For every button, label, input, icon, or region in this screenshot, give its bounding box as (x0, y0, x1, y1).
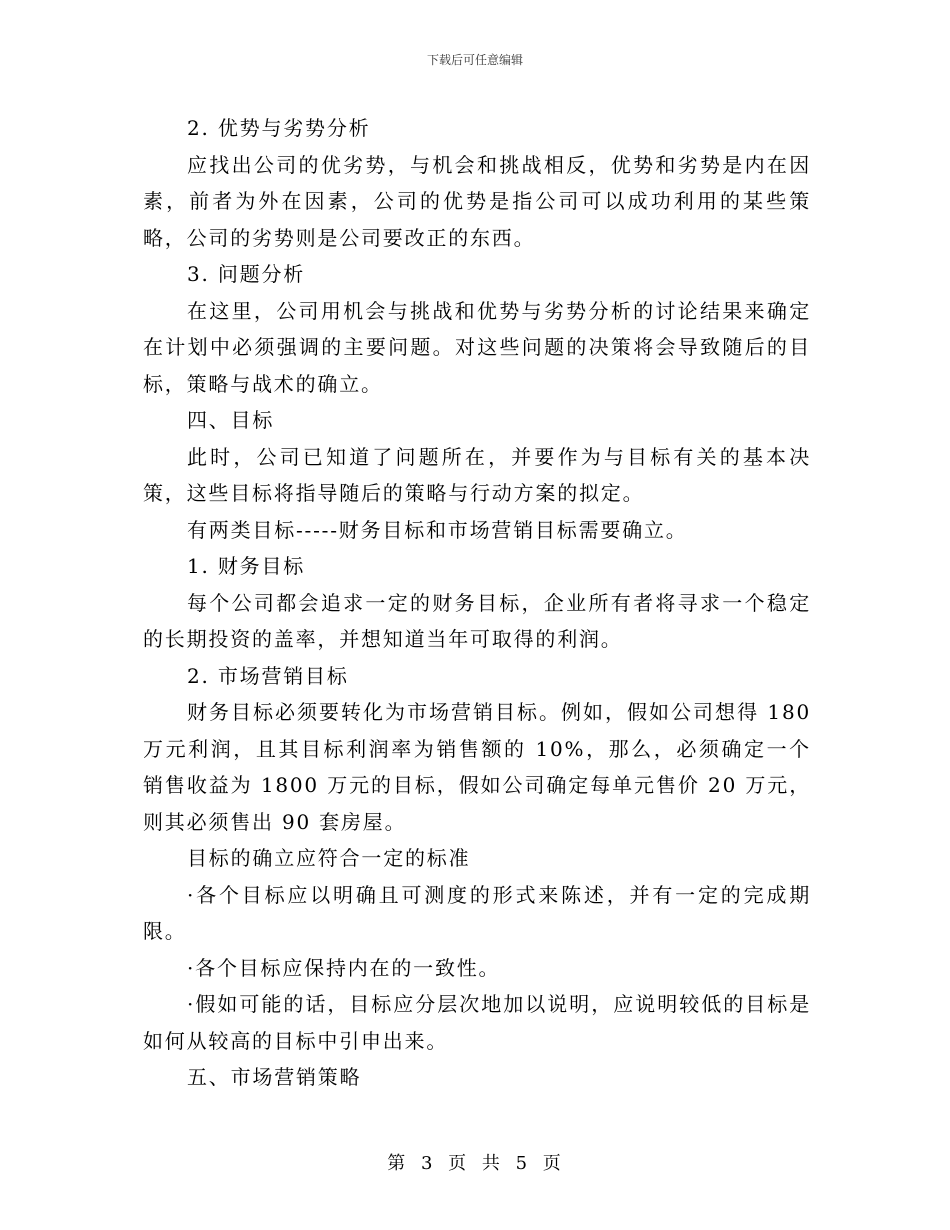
page-header: 下载后可任意编辑 (426, 53, 523, 67)
document-body (143, 110, 811, 1096)
heading-marketing-strategy: 五、市场营销策略 (187, 1065, 362, 1089)
heading-problem-analysis: 3. 问题分析 (187, 262, 306, 286)
bullet-measurable: ·各个目标应以明确且可测度的形式来陈述，并有一定的完成期限。 (143, 882, 811, 943)
paragraph-objective-types: 有两类目标-----财务目标和市场营销目标需要确立。 (187, 517, 688, 542)
heading-financial-objectives: 1. 财务目标 (187, 554, 306, 578)
heading-strengths-weaknesses: 2. 优势与劣势分析 (187, 116, 371, 140)
page-number: 第 3 页 共 5 页 (387, 1153, 563, 1174)
paragraph-marketing-objectives: 财务目标必须要转化为市场营销目标。例如，假如公司想得 180 万元利润，且其目标利润率为销售额的 10%，那么，必须确定一个销售收益为 1800 万元的目标，假如公司确定每单元售价 20 万元，则其必须售出 90 套房屋。 (143, 700, 811, 834)
paragraph-objectives-intro: 此时，公司已知道了问题所在，并要作为与目标有关的基本决策，这些目标将指导随后的策略与行动方案的拟定。 (143, 444, 811, 505)
paragraph-strengths-weaknesses: 应找出公司的优劣势，与机会和挑战相反，优势和劣势是内在因素，前者为外在因素，公司的优势是指公司可以成功利用的某些策略，公司的劣势则是公司要改正的东西。 (143, 152, 811, 250)
heading-marketing-objectives: 2. 市场营销目标 (187, 663, 349, 688)
paragraph-objective-criteria: 目标的确立应符合一定的标准 (187, 846, 471, 870)
bullet-consistency: ·各个目标应保持内在的一致性。 (187, 955, 501, 980)
heading-objectives: 四、目标 (187, 408, 275, 432)
paragraph-problem-analysis: 在这里，公司用机会与挑战和优势与劣势分析的讨论结果来确定在计划中必须强调的主要问题。对这些问题的决策将会导致随后的目标，策略与战术的确立。 (143, 298, 811, 396)
paragraph-financial-objectives: 每个公司都会追求一定的财务目标，企业所有者将寻求一个稳定的长期投资的盖率，并想知道当年可取得的利润。 (143, 590, 811, 651)
bullet-hierarchy: ·假如可能的话，目标应分层次地加以说明，应说明较低的目标是如何从较高的目标中引申出来。 (143, 992, 811, 1053)
